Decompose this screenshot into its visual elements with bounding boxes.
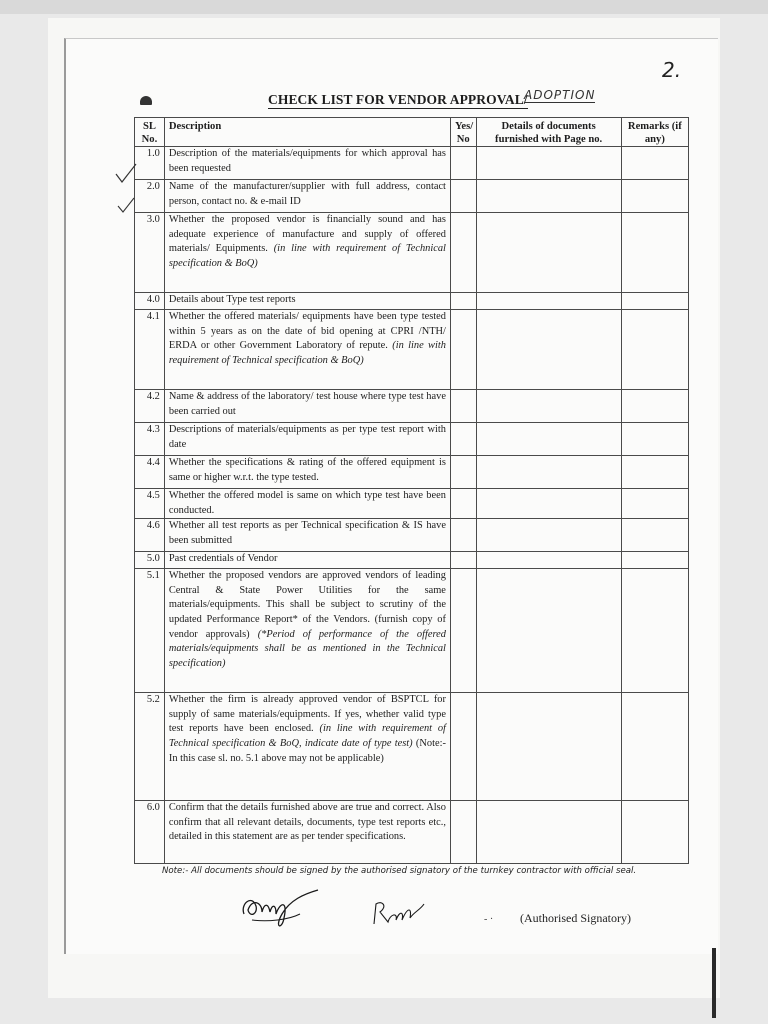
row-details-cell (476, 519, 621, 552)
header-details: Details of documents furnished with Page no. (476, 118, 621, 147)
row-remarks-cell (621, 456, 688, 489)
row-extra-note: (Note:- In this case sl. no. 5.1 above may not be applicable) (168, 737, 446, 764)
table-row (135, 423, 689, 456)
row-remarks-cell (621, 693, 688, 801)
row-details-cell (476, 293, 621, 310)
signature-2-icon (368, 896, 428, 930)
table-row (135, 456, 689, 489)
authorised-signatory-label: (Authorised Signatory) (520, 911, 631, 925)
row-description-cell (164, 310, 450, 390)
row-yes-no-cell (450, 569, 476, 693)
header-yes-no: Yes/ No (450, 118, 476, 147)
row-description-cell (164, 213, 450, 293)
row-yes-no-cell (450, 180, 476, 213)
row-description: Whether all test reports as per Technical specification & IS have been submitted (164, 519, 450, 552)
row-details-cell (476, 801, 621, 864)
header-remarks: Remarks (if any) (621, 118, 688, 147)
row-description: Name of the manufacturer/supplier with full address, contact person, contact no. & e-mail ID (164, 180, 450, 213)
checklist-table (134, 117, 689, 864)
row-description: Whether the offered materials/ equipments have been type tested within 5 years as on the date of bid opening at CPRI /NTH/ ERDA or other Government Laboratory of repute. (168, 311, 446, 352)
row-sl: 5.2 (135, 693, 165, 801)
row-note: (in line with requirement of Technical specification & BoQ, indicate date of type test) (168, 723, 446, 749)
row-description: Name & address of the laboratory/ test house where type test have been carried out (164, 390, 450, 423)
document-title: CHECK LIST FOR VENDOR APPROVAL/ (268, 92, 528, 107)
table-row (135, 569, 689, 693)
table-row (135, 552, 689, 569)
row-remarks-cell (621, 552, 688, 569)
row-yes-no-cell (450, 293, 476, 310)
row-description: Whether the proposed vendor is financially sound and has adequate experience of manufacture and supply of offered materials/ Equipments. (168, 214, 446, 255)
row-remarks-cell (621, 293, 688, 310)
row-yes-no-cell (450, 423, 476, 456)
row-details-cell (476, 213, 621, 293)
row-description: Descriptions of materials/equipments as per type test report with date (164, 423, 450, 456)
table-row (135, 310, 689, 390)
row-details-cell (476, 180, 621, 213)
row-details-cell (476, 693, 621, 801)
row-details-cell (476, 423, 621, 456)
row-remarks-cell (621, 213, 688, 293)
row-note: (*Period of performance of the offered materials/equipments shall be as mentioned in the Technical specification) (168, 628, 446, 669)
row-yes-no-cell (450, 693, 476, 801)
row-description: Confirm that the details furnished above are true and correct. Also confirm that all relevant details, documents, type test reports etc., detailed in this statement are as per tender specifications. (164, 801, 450, 864)
header-description: Description (164, 118, 450, 147)
tick-mark-icon (118, 198, 134, 212)
row-yes-no-cell (450, 147, 476, 180)
table-header-row (135, 118, 689, 147)
signature-1-icon (238, 884, 328, 934)
row-description: Whether the offered model is same on which type test have been conducted. (164, 489, 450, 519)
row-yes-no-cell (450, 213, 476, 293)
row-details-cell (476, 390, 621, 423)
table-row (135, 180, 689, 213)
table-row (135, 519, 689, 552)
row-remarks-cell (621, 180, 688, 213)
row-sl: 2.0 (135, 180, 165, 213)
row-sl: 4.1 (135, 310, 165, 390)
row-yes-no-cell (450, 519, 476, 552)
page-number: 2. (662, 58, 682, 82)
row-sl: 4.3 (135, 423, 165, 456)
row-yes-no-cell (450, 456, 476, 489)
row-sl: 4.0 (135, 293, 165, 310)
row-description: Whether the firm is already approved vendor of BSPTCL for supply of same materials/equipments. If yes, whether valid type test reports have been enclosed. (168, 694, 446, 735)
scan-edge-mark (712, 948, 716, 1018)
row-remarks-cell (621, 390, 688, 423)
table-row (135, 801, 689, 864)
row-sl: 4.4 (135, 456, 165, 489)
table-row (135, 390, 689, 423)
row-details-cell (476, 147, 621, 180)
scan-top-edge (0, 0, 768, 14)
row-remarks-cell (621, 569, 688, 693)
handwritten-title-addition: ADOPTION (524, 88, 596, 102)
table-row (135, 147, 689, 180)
row-yes-no-cell (450, 801, 476, 864)
row-sl: 5.1 (135, 569, 165, 693)
row-sl: 1.0 (135, 147, 165, 180)
row-remarks-cell (621, 801, 688, 864)
row-remarks-cell (621, 489, 688, 519)
row-details-cell (476, 456, 621, 489)
row-description: Whether the specifications & rating of the offered equipment is same or higher w.r.t. the type tested. (164, 456, 450, 489)
row-details-cell (476, 489, 621, 519)
row-remarks-cell (621, 147, 688, 180)
row-details-cell (476, 569, 621, 693)
row-remarks-cell (621, 423, 688, 456)
row-details-cell (476, 552, 621, 569)
row-description-cell (164, 693, 450, 801)
row-sl: 4.2 (135, 390, 165, 423)
footer-note: Note:- All documents should be signed by the authorised signatory of the turnkey contractor with official seal. (162, 866, 637, 876)
punch-hole-mark (140, 96, 152, 105)
tick-mark-icon (116, 164, 136, 182)
row-description: Description of the materials/equipments for which approval has been requested (164, 147, 450, 180)
table-row (135, 213, 689, 293)
row-remarks-cell (621, 310, 688, 390)
row-details-cell (476, 310, 621, 390)
row-remarks-cell (621, 519, 688, 552)
row-description: Whether the proposed vendors are approved vendors of leading Central & State Power Utilities for the same materials/equipments. This shall be subject to scrutiny of the updated Performance Report* of the Vendors. (furnish copy of vendor approvals) (168, 570, 446, 640)
handwritten-tick-marks (114, 160, 140, 220)
row-yes-no-cell (450, 390, 476, 423)
row-yes-no-cell (450, 489, 476, 519)
header-sl-no: SL No. (135, 118, 165, 147)
row-sl: 6.0 (135, 801, 165, 864)
row-description: Details about Type test reports (164, 293, 450, 310)
row-description-cell (164, 569, 450, 693)
row-yes-no-cell (450, 310, 476, 390)
table-row (135, 693, 689, 801)
row-sl: 4.5 (135, 489, 165, 519)
dash-mark: - · (484, 914, 494, 925)
row-description: Past credentials of Vendor (164, 552, 450, 569)
row-note: (in line with requirement of Technical specification & BoQ) (168, 243, 446, 269)
row-note: (in line with requirement of Technical specification & BoQ) (168, 340, 446, 366)
table-row (135, 489, 689, 519)
row-sl: 5.0 (135, 552, 165, 569)
row-sl: 3.0 (135, 213, 165, 293)
row-yes-no-cell (450, 552, 476, 569)
row-sl: 4.6 (135, 519, 165, 552)
table-row (135, 293, 689, 310)
